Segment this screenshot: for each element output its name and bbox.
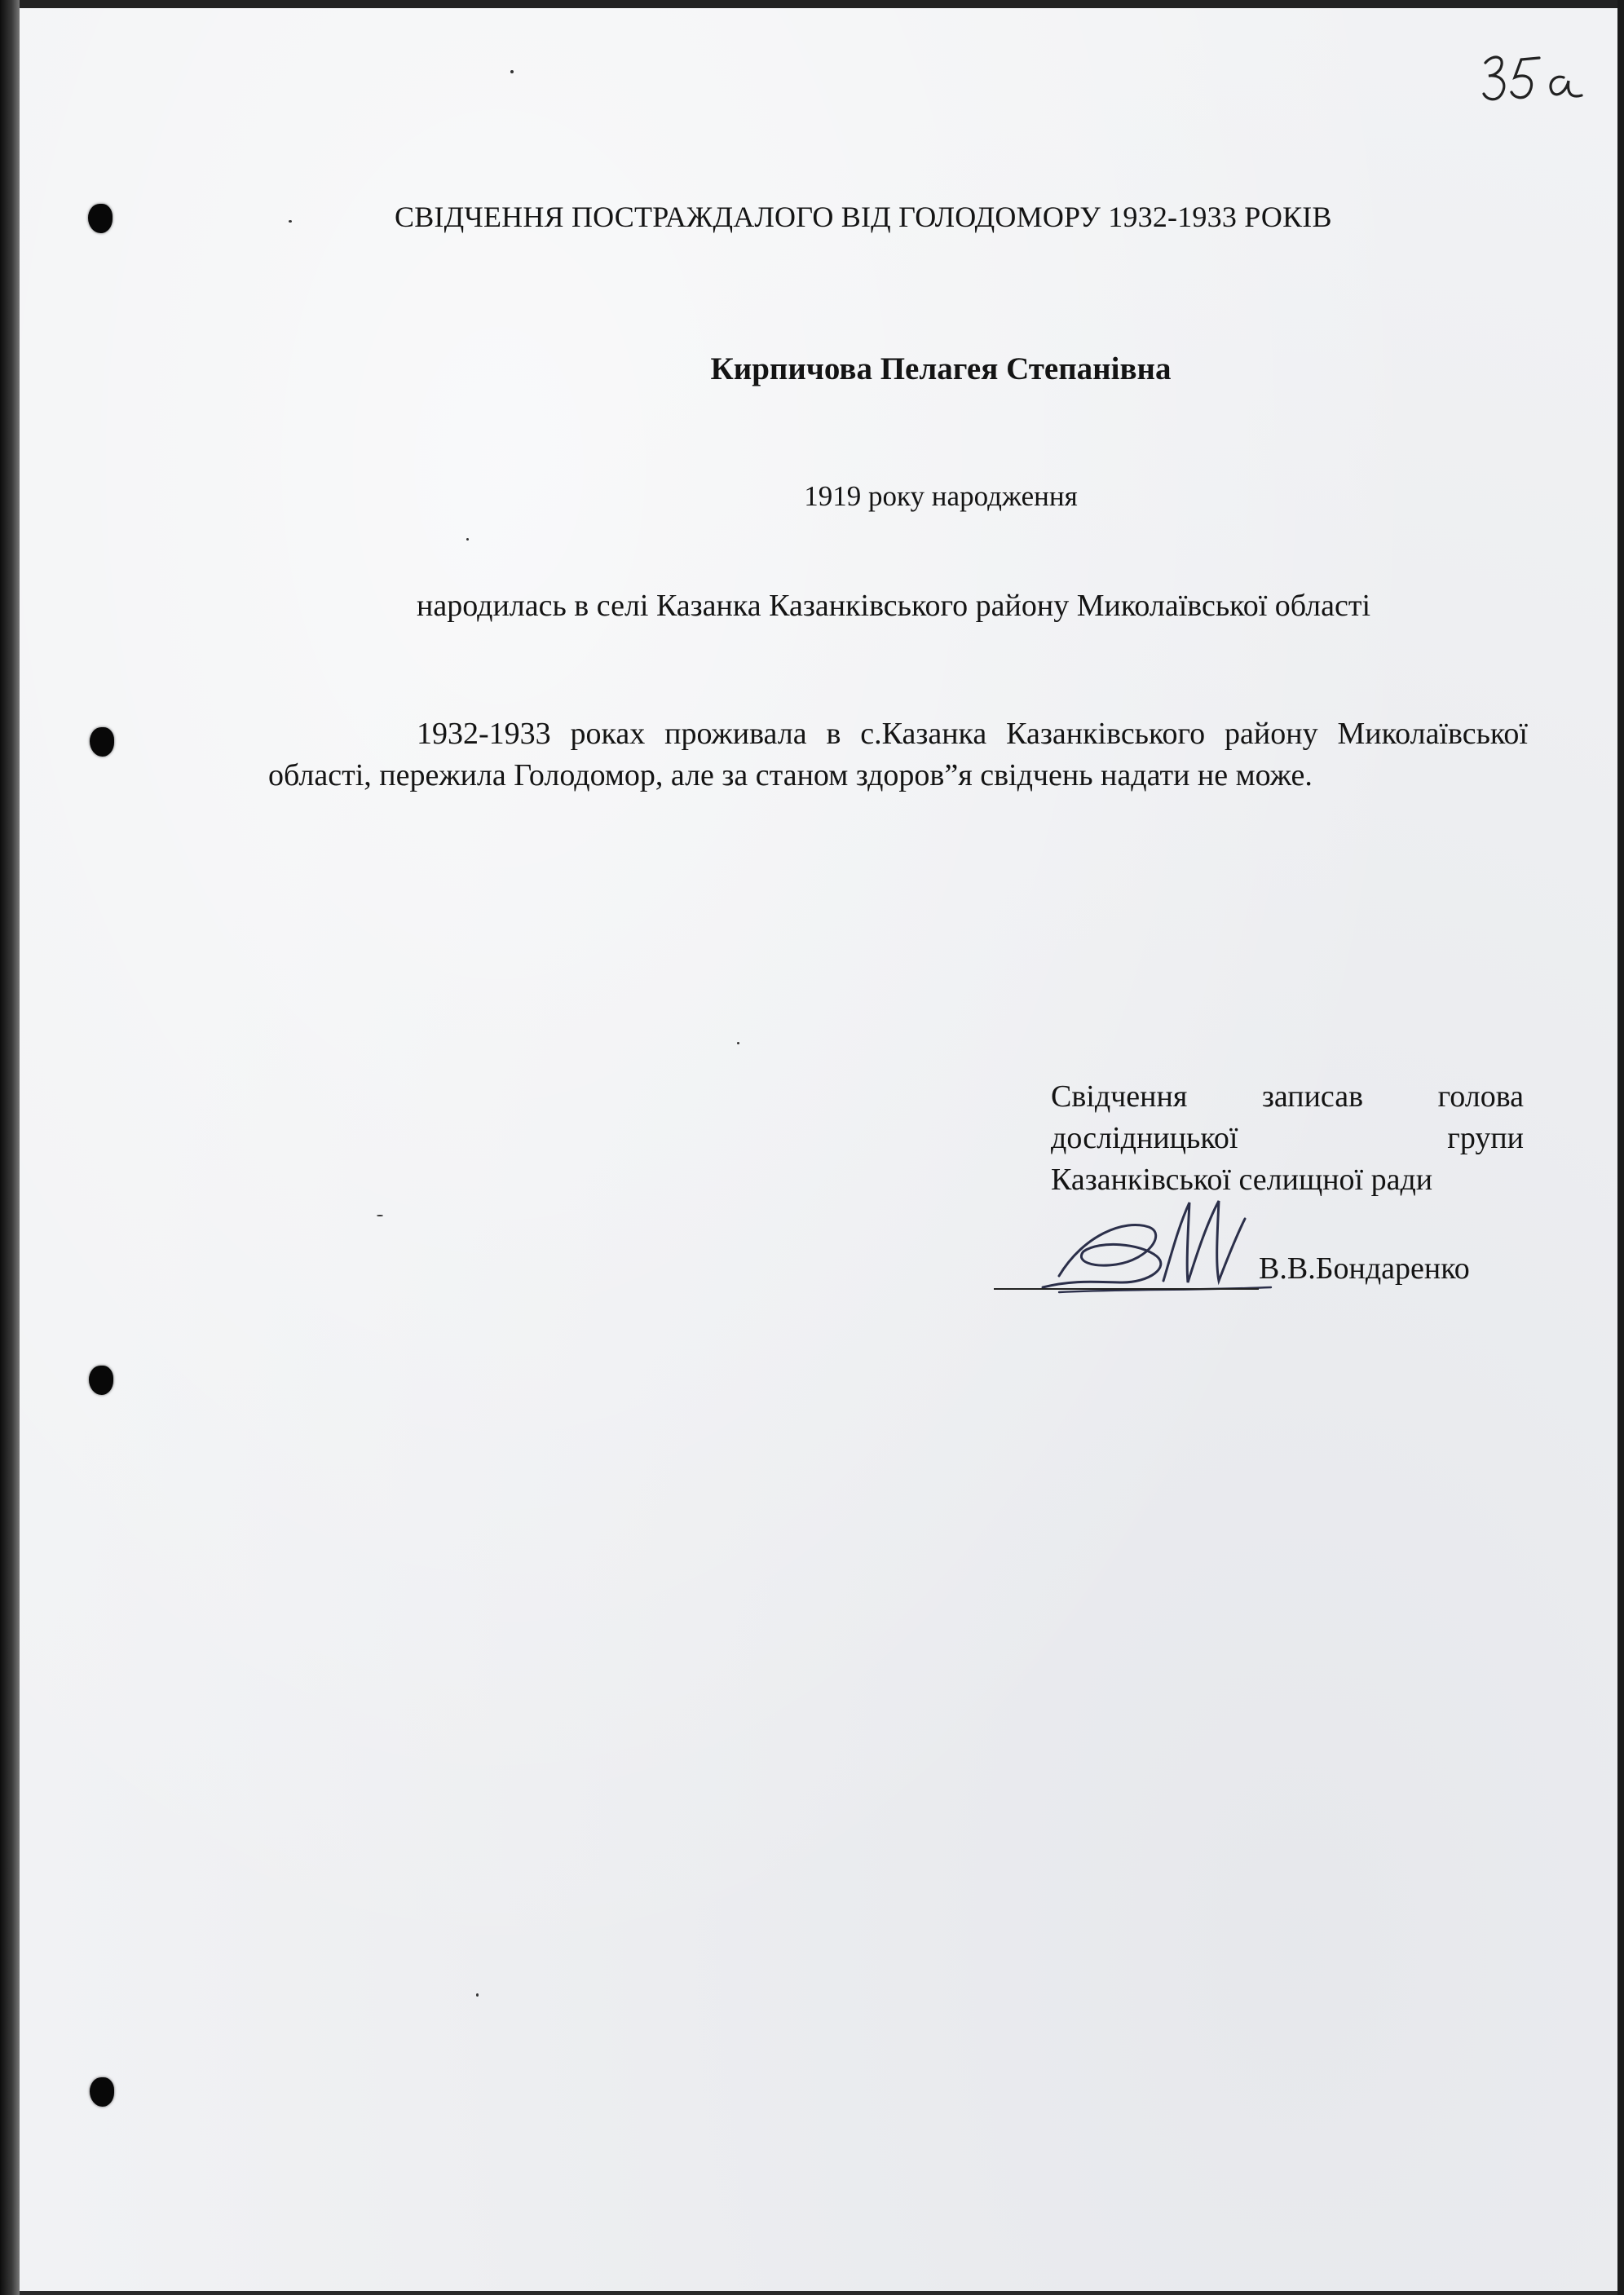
punch-hole xyxy=(89,1366,113,1395)
paper-speck xyxy=(476,1993,479,1997)
punch-hole xyxy=(90,727,114,757)
punch-hole xyxy=(88,204,113,233)
handwritten-page-number xyxy=(1479,45,1593,110)
punch-hole xyxy=(90,2077,114,2107)
handwritten-signature xyxy=(1026,1186,1287,1309)
signer-name: В.В.Бондаренко xyxy=(1259,1251,1470,1286)
paper-speck xyxy=(737,1042,739,1044)
paper-speck xyxy=(377,1215,383,1216)
scan-edge-right xyxy=(1617,0,1624,2295)
birth-year: 1919 року народження xyxy=(804,480,1078,512)
paper-speck xyxy=(466,538,469,541)
signature-line xyxy=(994,1288,1259,1290)
witness-name: Кирпичова Пелагея Степанівна xyxy=(710,351,1172,386)
paper-speck xyxy=(510,70,514,73)
paper-speck xyxy=(289,220,292,223)
testimony-paragraph: 1932-1933 роках проживала в с.Казанка Казанківського району Миколаївської області, пережила Голодомор, але за станом здоров”я свідчень надати не може. xyxy=(268,717,1528,792)
recorder-title: Свідчення записав голова дослідницької групи xyxy=(1051,1079,1524,1155)
document-title: СВІДЧЕННЯ ПОСТРАЖДАЛОГО ВІД ГОЛОДОМОРУ 1932-1933 РОКІВ xyxy=(395,201,1332,233)
birthplace-paragraph: народилась в селі Казанка Казанківського району Миколаївської області xyxy=(417,589,1371,623)
document-page xyxy=(20,8,1617,2291)
scan-edge-left xyxy=(0,0,20,2295)
recorder-organization: Казанківської селищної ради xyxy=(1051,1163,1433,1197)
